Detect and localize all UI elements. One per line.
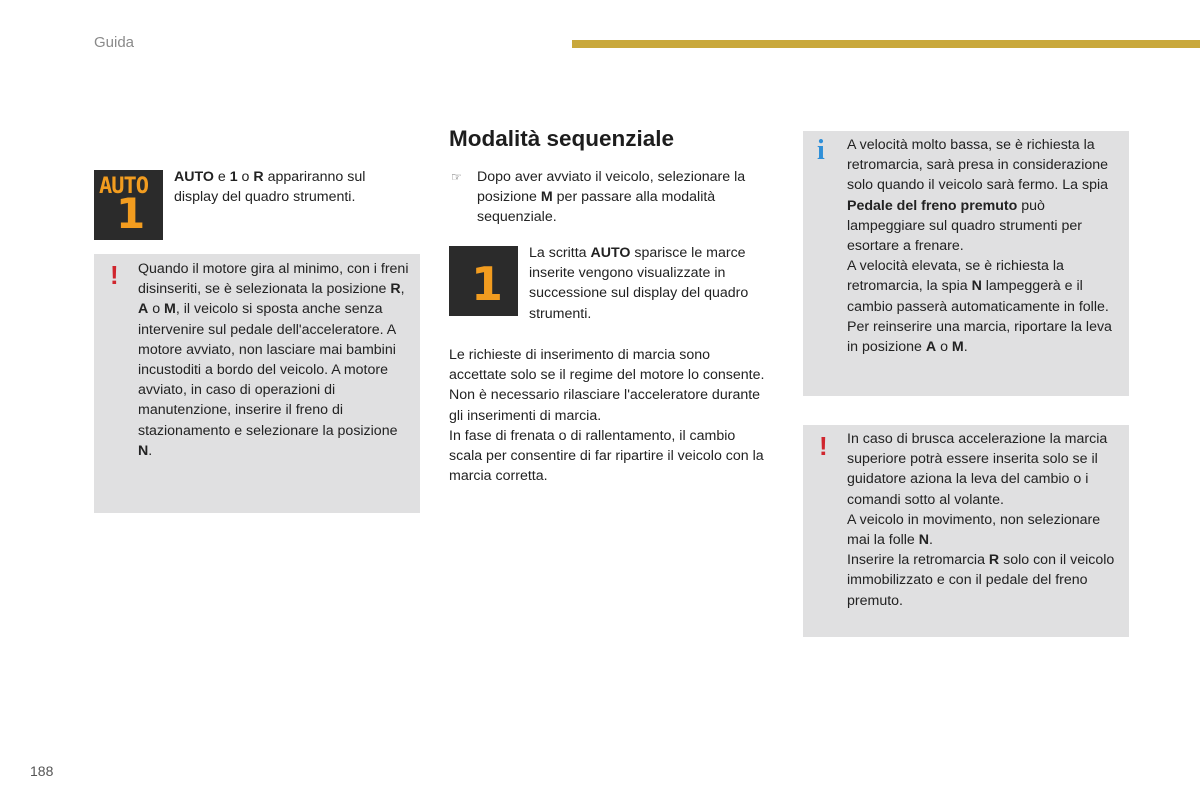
gear-change-paragraphs [449,345,769,486]
paragraph: Le richieste di inserimento di marcia sono accettate solo se il regime del motore lo consente. [449,347,765,384]
gear-number: 1 [471,257,504,311]
warning-text: In caso di brusca accelerazione la marcia superiore potrà essere inserita solo se il guidatore aziona la leva del cambio o i comandi sotto al volante. A veicolo in movimento, non selezionare mai la folle N. Inserire la retromarcia R solo con il veicolo immobilizzato e con il pedale del freno premuto. [847,431,1115,609]
warning-icon: ! [819,431,828,461]
paragraph: Non è necessario rilasciare l'acceleratore durante gli inserimenti di marcia. [449,387,761,424]
info-icon: i [817,135,825,166]
info-text: A velocità molto bassa, se è richiesta la retromarcia, sarà presa in considerazione solo quando il veicolo sarà fermo. La spia Pedale del freno premuto può lampeggiare sul quadro strumenti per esortare a frenare. A velocità elevata, se è richiesta la retromarcia, la spia N lampeggerà e il cambio passerà automaticamente in folle. Per reinserire una marcia, riportare la leva in posizione A o M. [847,137,1112,356]
hand-pointer-icon: ☞ [451,170,462,184]
gear-1-display-icon [449,246,518,316]
auto-disappear-description: La scritta AUTO sparisce le marce inserite vengono visualizzate in successione sul display del quadro strumenti. [529,245,749,322]
warning-text: Quando il motore gira al minimo, con i freni disinseriti, se è selezionata la posizione R, A o M, il veicolo si sposta anche senza intervenire sul pedale dell'acceleratore. A motore avviato, non lasciare mai bambini incustoditi a bordo del veicolo. A motore avviato, in caso di operazioni di manutenzione, inserire il freno di stazionamento e selezionare la posizione N. [138,261,409,459]
auto-1-display-icon [94,170,163,240]
display-description: AUTO e 1 o R appariranno sul display del quadro strumenti. [174,169,366,206]
warning-icon: ! [110,260,119,290]
warning-box-idle [94,254,420,513]
section-title: Modalità sequenziale [449,126,675,151]
page-number: 188 [30,763,54,779]
info-box-reverse [803,131,1129,396]
paragraph: In fase di frenata o di rallentamento, il cambio scala per consentire di far ripartire il veicolo con la marcia corretta. [449,427,764,485]
auto-label: AUTO [99,174,148,199]
gear-number: 1 [116,189,146,238]
section-header: Guida [94,34,135,51]
warning-box-acceleration [803,425,1129,637]
step-instruction: Dopo aver avviato il veicolo, selezionare la posizione M per passare alla modalità sequenziale. [477,169,746,226]
header-accent-bar [572,40,1200,48]
